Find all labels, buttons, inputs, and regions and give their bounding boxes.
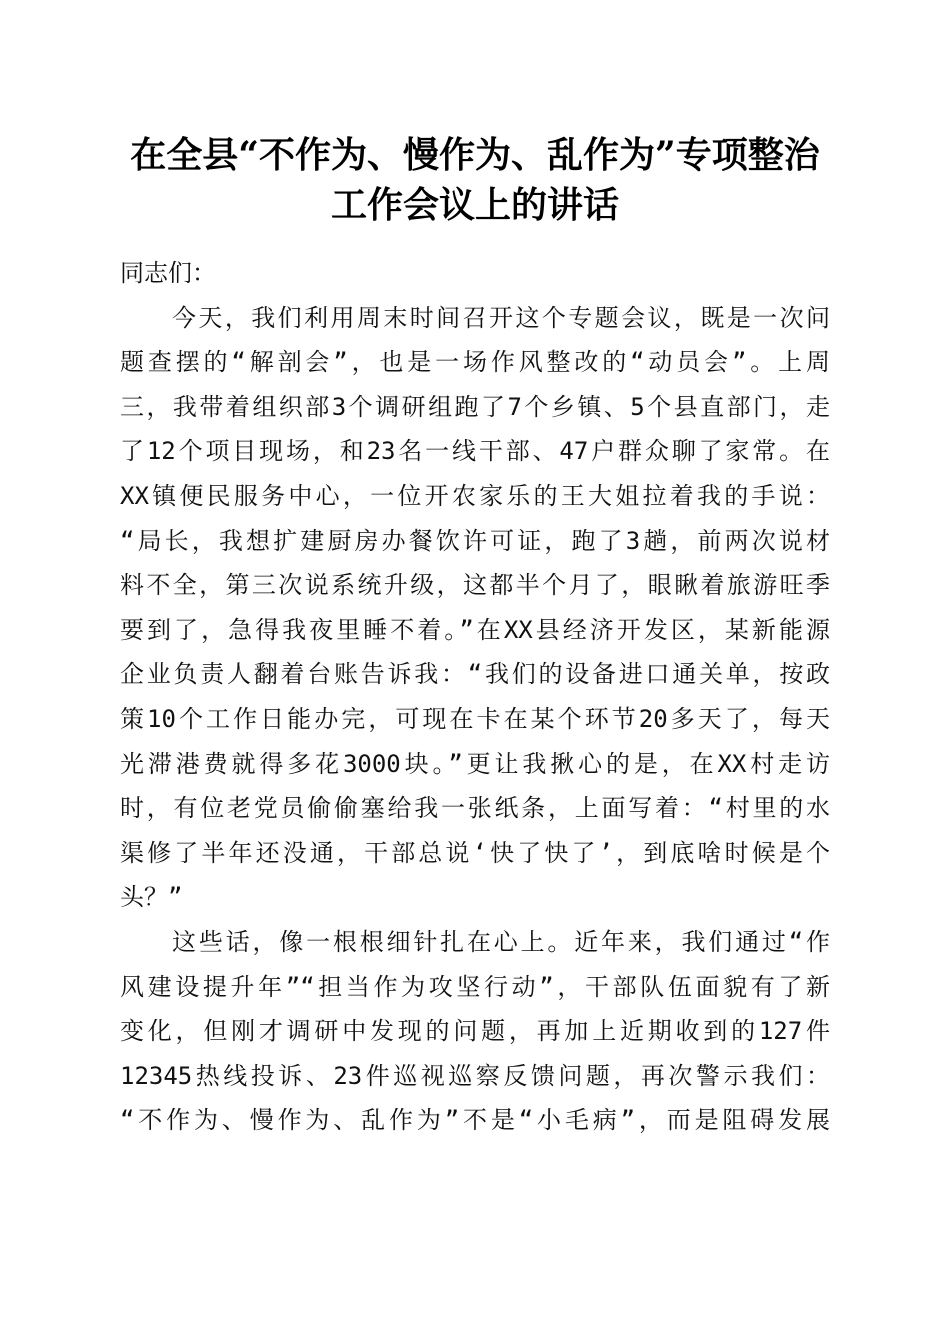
paragraph-line: 三，我带着组织部3个调研组跑了7个乡镇、5个县直部门，走 <box>120 392 830 421</box>
paragraph-line: 企业负责人翻着台账告诉我：“我们的设备进口通关单，按政 <box>120 660 830 689</box>
title-line-2: 工作会议上的讲话 <box>330 184 619 226</box>
paragraph-line: 料不全，第三次说系统升级，这都半个月了，眼瞅着旅游旺季 <box>120 571 830 600</box>
paragraph-line: “局长，我想扩建厨房办餐饮许可证，跑了3趟，前两次说材 <box>120 526 830 555</box>
document-title <box>100 130 850 230</box>
paragraph-line: 这些话，像一根根细针扎在心上。近年来，我们通过“作 <box>172 927 830 956</box>
paragraph-line: 变化，但刚才调研中发现的问题，再加上近期收到的127件 <box>120 1017 830 1046</box>
paragraph-2 <box>120 920 830 1143</box>
paragraph-line: “不作为、慢作为、乱作为”不是“小毛病”，而是阻碍发展 <box>120 1106 830 1135</box>
paragraph-line: 渠修了半年还没通，干部总说‘快了快了’，到底啥时候是个 <box>120 838 830 867</box>
paragraph-line: 今天，我们利用周末时间召开这个专题会议，既是一次问 <box>172 303 830 332</box>
paragraph-line: 题查摆的“解剖会”，也是一场作风整改的“动员会”。上周 <box>120 348 830 377</box>
paragraph-1 <box>120 296 830 920</box>
paragraph-line: 时，有位老党员偷偷塞给我一张纸条，上面写着：“村里的水 <box>120 794 830 823</box>
paragraph-line: 策10个工作日能办完，可现在卡在某个环节20多天了，每天 <box>120 704 830 733</box>
paragraph-line: 头？” <box>120 883 183 912</box>
paragraph-line: 了12个项目现场，和23名一线干部、47户群众聊了家常。在 <box>120 437 830 466</box>
paragraph-line: 光滞港费就得多花3000块。”更让我揪心的是，在XX村走访 <box>120 749 830 778</box>
title-line-1: 在全县“不作为、慢作为、乱作为”专项整治 <box>130 134 820 176</box>
paragraph-line: 12345热线投诉、23件巡视巡察反馈问题，再次警示我们： <box>120 1061 830 1090</box>
paragraph-line: 风建设提升年”“担当作为攻坚行动”，干部队伍面貌有了新 <box>120 972 830 1001</box>
document-body <box>120 251 830 1143</box>
paragraph-line: XX镇便民服务中心，一位开农家乐的王大姐拉着我的手说： <box>120 481 830 510</box>
paragraph-line: 要到了，急得我夜里睡不着。”在XX县经济开发区，某新能源 <box>120 615 830 644</box>
salutation: 同志们： <box>120 259 216 287</box>
